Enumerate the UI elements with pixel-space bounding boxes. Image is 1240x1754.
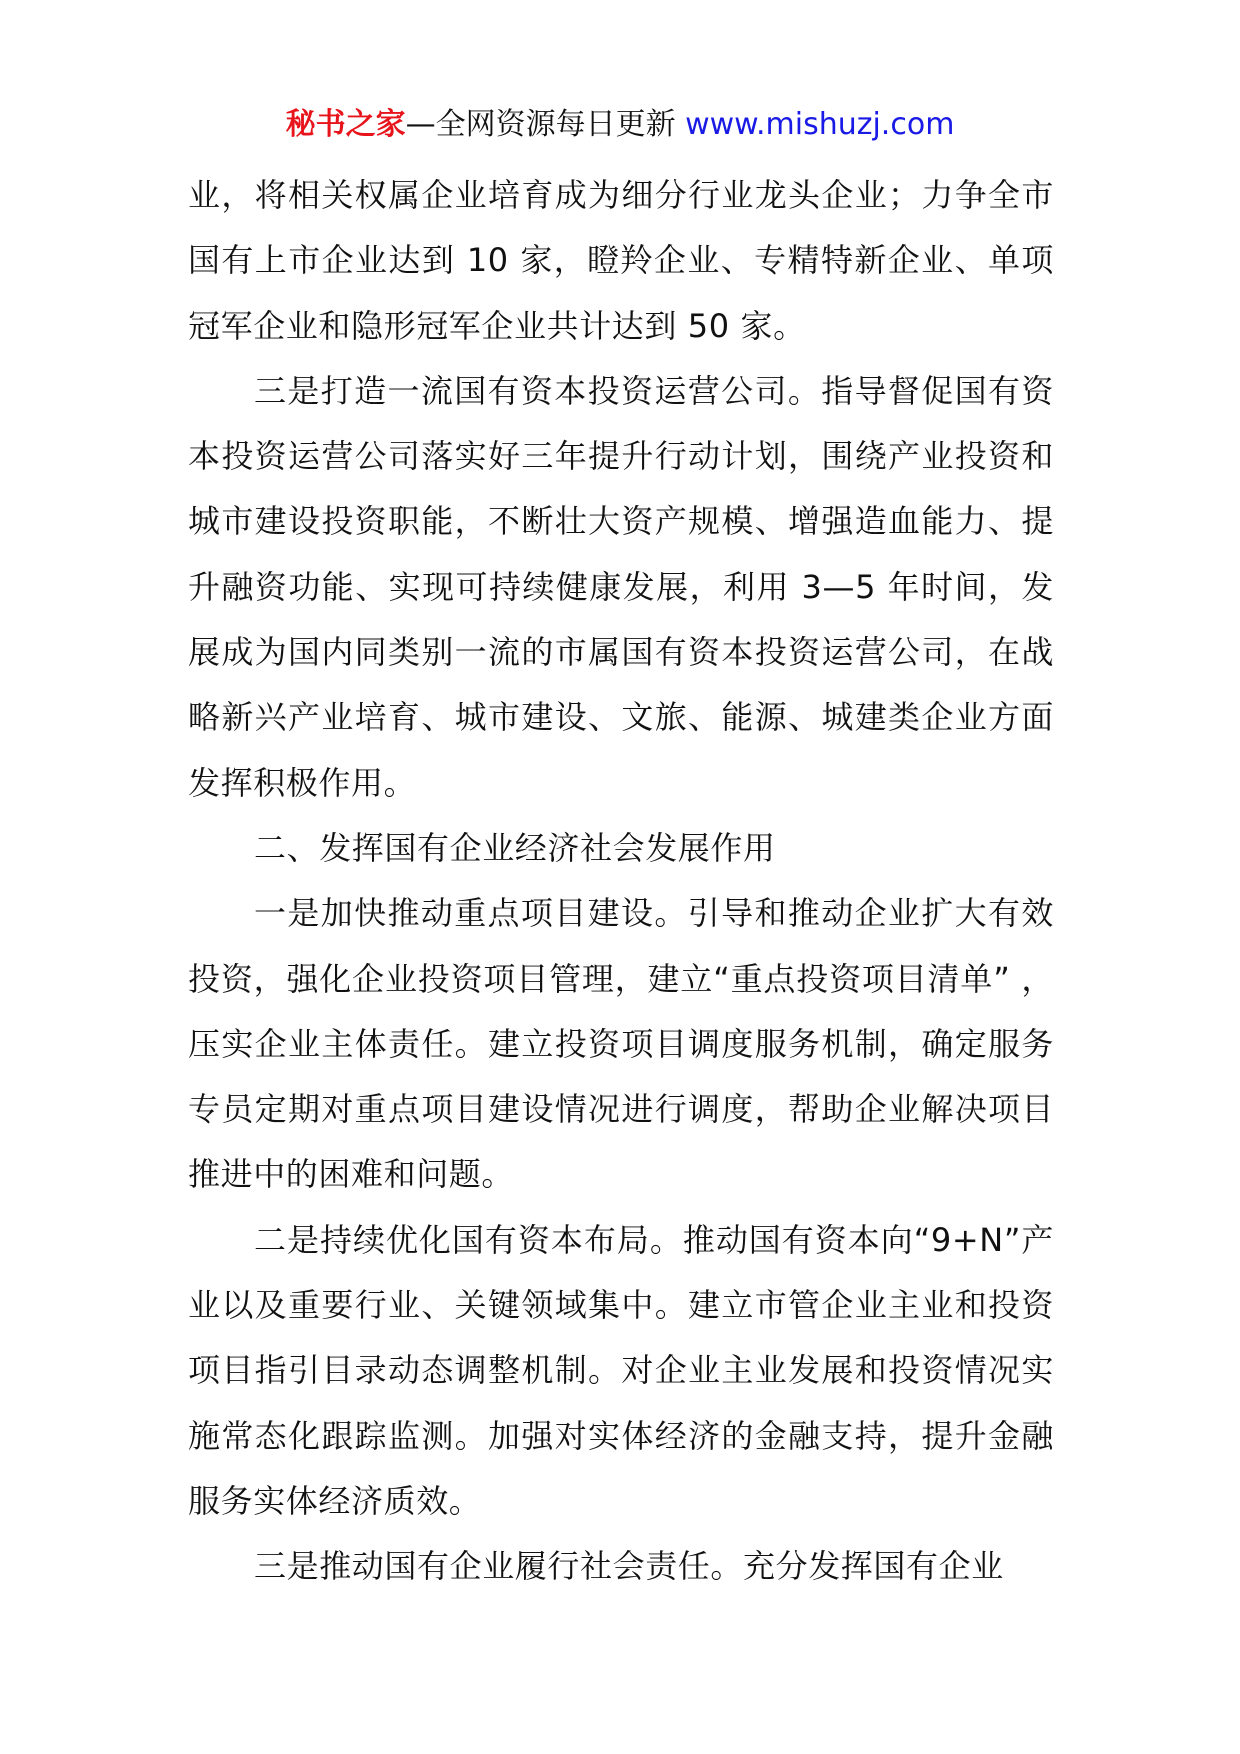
header-tagline: —全网资源每日更新 <box>405 107 676 142</box>
section-heading: 二、发挥国有企业经济社会发展作用 <box>254 828 776 867</box>
paragraph-continuation: 业，将相关权属企业培育成为细分行业龙头企业；力争全市国有上市企业达到 10 家，瞪羚企业、专精特新企业、单项冠军企业和隐形冠军企业共计达到 50 家。 <box>188 176 1054 345</box>
paragraph-key-projects: 一是加快推动重点项目建设。引导和推动企业扩大有效投资，强化企业投资项目管理，建立“重点投资项目清单” ，压实企业主体责任。建立投资项目调度服务机制，确定服务专员定期对重点项目建设情况进行调度，帮助企业解决项目推进中的困难和问题。 <box>188 894 1054 1194</box>
document-body <box>188 163 1054 1600</box>
website-link[interactable]: www.mishuzj.com <box>675 107 955 142</box>
paragraph-capital-layout: 二是持续优化国有资本布局。推动国有资本向“9+N”产业以及重要行业、关键领域集中。建立市管企业主业和投资项目指引目录动态调整机制。对企业主业发展和投资情况实施常态化跟踪监测。加强对实体经济的金融支持，提升金融服务实体经济质效。 <box>188 1220 1054 1520</box>
page-header <box>0 103 1240 147</box>
brand-name: 秘书之家 <box>285 107 406 142</box>
paragraph-investment-company: 三是打造一流国有资本投资运营公司。指导督促国有资本投资运营公司落实好三年提升行动计划，围绕产业投资和城市建设投资职能，不断壮大资产规模、增强造血能力、提升融资功能、实现可持续健康发展，利用 3—5 年时间，发展成为国内同类别一流的市属国有资本投资运营公司，在战略新兴产业培育、城市建设、文旅、能源、城建类企业方面发挥积极作用。 <box>188 371 1054 802</box>
paragraph-social-responsibility: 三是推动国有企业履行社会责任。充分发挥国有企业 <box>254 1547 1004 1586</box>
